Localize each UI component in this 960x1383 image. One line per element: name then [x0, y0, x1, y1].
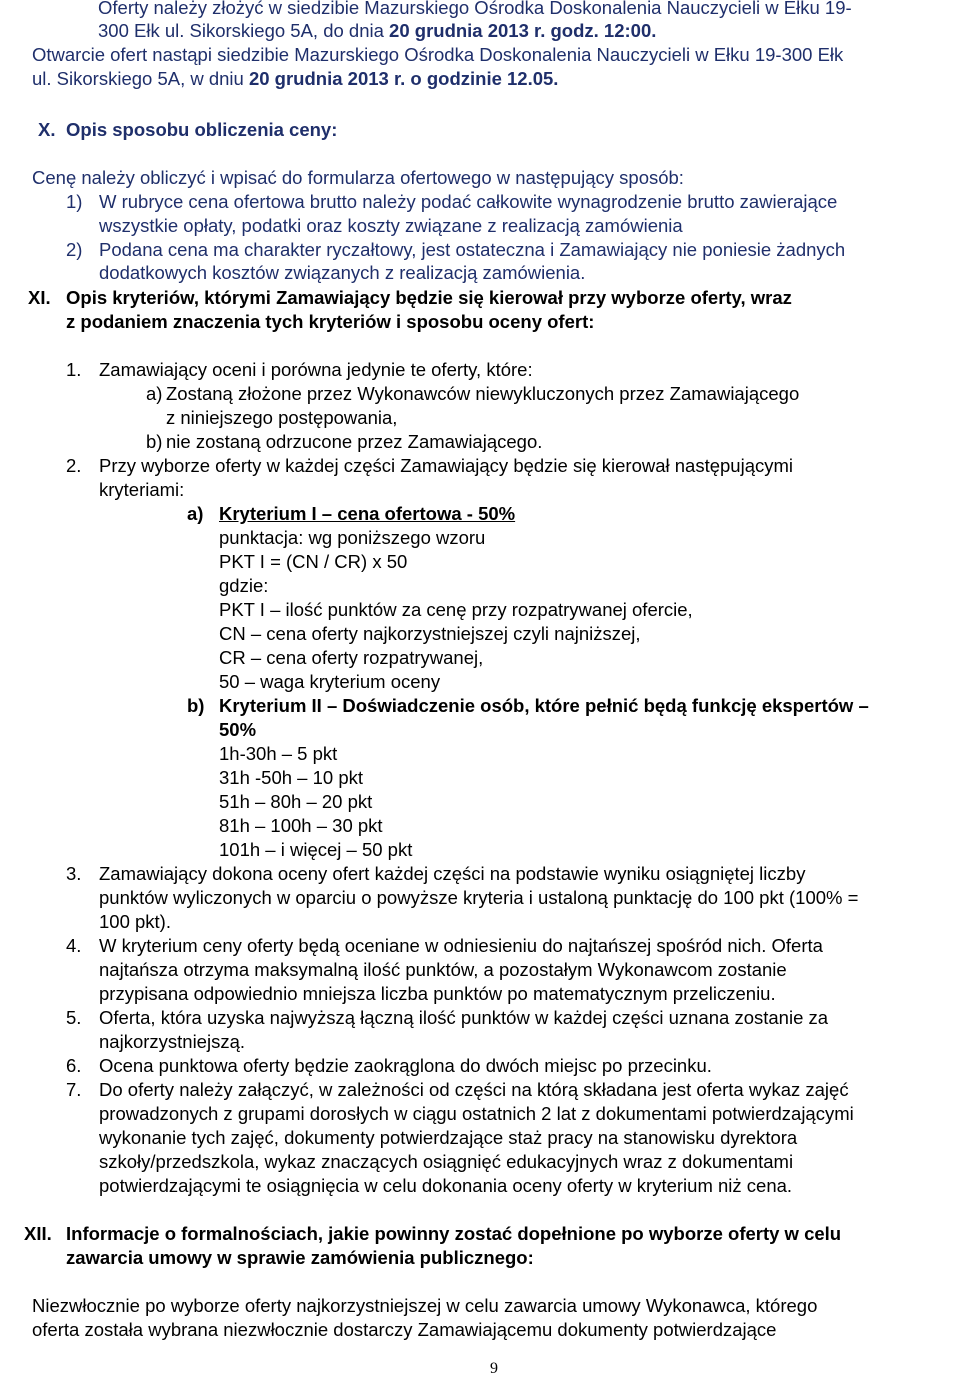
section-x-title: Opis sposobu obliczenia ceny: — [66, 119, 338, 140]
xi-item-6-number: 6. — [66, 1055, 82, 1076]
top-line-3-text: Otwarcie ofert nastąpi siedzibie Mazurskiego Ośrodka Doskonalenia Nauczycieli w Ełku 19-300 Ełk — [32, 44, 844, 65]
criterion-a-line: punktacja: wg poniższego wzoru — [219, 527, 486, 548]
criterion-a-line: CN – cena oferty najkorzystniejszej czyli najniższej, — [219, 623, 641, 644]
top-line-2 — [98, 20, 656, 42]
criterion-b-line: 101h – i więcej – 50 pkt — [219, 839, 413, 860]
xi-item-1b-mark: b) — [146, 431, 163, 452]
criterion-a-line: gdzie: — [219, 575, 269, 596]
top-line-4-text: ul. Sikorskiego 5A, w dniu — [32, 68, 249, 89]
xi-item-1a-mark: a) — [146, 383, 163, 404]
xi-item-5-line-2: najkorzystniejszą. — [99, 1031, 246, 1052]
section-x-p2-number: 2) — [66, 239, 83, 260]
section-xi-number: XI. — [28, 287, 51, 308]
criterion-b-line: 51h – 80h – 20 pkt — [219, 791, 373, 812]
xi-item-1a-line-2: z niniejszego postępowania, — [166, 407, 398, 428]
section-x-p1-line-1: W rubryce cena ofertowa brutto należy podać całkowite wynagrodzenie brutto zawierające — [99, 191, 838, 212]
criterion-a-line: PKT I = (CN / CR) x 50 — [219, 551, 408, 572]
criterion-b-mark: b) — [187, 695, 205, 716]
criterion-a-line: PKT I – ilość punktów za cenę przy rozpatrywanej ofercie, — [219, 599, 693, 620]
section-x-p2-line-2: dodatkowych kosztów związanych z realizacją zamówienia. — [99, 262, 586, 283]
criterion-a-mark: a) — [187, 503, 204, 524]
xi-item-4-number: 4. — [66, 935, 82, 956]
criterion-a-line: 50 – waga kryterium oceny — [219, 671, 441, 692]
xi-item-7-line-2: prowadzonych z grupami dorosłych w ciągu ostatnich 2 lat z dokumentami potwierdzającymi — [99, 1103, 854, 1124]
section-xii-paragraph-line-2: oferta została wybrana niezwłocznie dostarczy Zamawiającemu dokumenty potwierdzające — [32, 1319, 777, 1340]
xi-item-6-line-1: Ocena punktowa oferty będzie zaokrąglona do dwóch miejsc po przecinku. — [99, 1055, 712, 1076]
xi-item-1b-text: nie zostaną odrzucone przez Zamawiającego. — [166, 431, 543, 452]
xi-item-4-line-2: najtańsza otrzyma maksymalną ilość punktów, a pozostałym Wykonawcom zostanie — [99, 959, 787, 980]
deadline-date: 20 grudnia 2013 r. godz. 12:00. — [389, 20, 657, 41]
xi-item-7-number: 7. — [66, 1079, 82, 1100]
top-line-1-text: Oferty należy złożyć w siedzibie Mazurskiego Ośrodka Doskonalenia Nauczycieli w Ełku 19- — [98, 0, 852, 18]
xi-item-1a-line-1: Zostaną złożone przez Wykonawców niewykluczonych przez Zamawiającego — [166, 383, 800, 404]
criterion-a-line: CR – cena oferty rozpatrywanej, — [219, 647, 484, 668]
xi-item-3-line-1: Zamawiający dokona oceny ofert każdej części na podstawie wyniku osiągniętej liczby — [99, 863, 806, 884]
xi-item-1-text: Zamawiający oceni i porówna jedynie te oferty, które: — [99, 359, 533, 380]
xi-item-3-number: 3. — [66, 863, 82, 884]
section-xi-title-line-1: Opis kryteriów, którymi Zamawiający będzie się kierował przy wyborze oferty, wraz — [66, 287, 792, 308]
xi-item-3-line-3: 100 pkt). — [99, 911, 171, 932]
xi-item-3-line-2: punktów wyliczonych w oparciu o powyższe kryteria i ustaloną punktację do 100 pkt (100% = — [99, 887, 859, 908]
xi-item-5-number: 5. — [66, 1007, 82, 1028]
xi-item-7-line-4: szkoły/przedszkola, wykaz znaczących osiągnięć edukacyjnych wraz z dokumentami — [99, 1151, 794, 1172]
section-x-intro: Cenę należy obliczyć i wpisać do formularza ofertowego w następujący sposób: — [32, 167, 684, 188]
section-xii-title-line-2: zawarcia umowy w sprawie zamówienia publicznego: — [66, 1247, 534, 1268]
section-x-p1-number: 1) — [66, 191, 83, 212]
criterion-b-title-line-1: Kryterium II – Doświadczenie osób, które pełnić będą funkcję ekspertów – — [219, 695, 869, 716]
top-line-2-text: 300 Ełk ul. Sikorskiego 5A, do dnia — [98, 20, 390, 41]
xi-item-5-line-1: Oferta, która uzyska najwyższą łączną ilość punktów w każdej części uznana zostanie za — [99, 1007, 829, 1028]
xi-item-7-line-3: wykonanie tych zajęć, dokumenty potwierdzające staż pracy na stanowisku dyrektora — [99, 1127, 798, 1148]
xi-item-4-line-1: W kryterium ceny oferty będą oceniane w odniesieniu do najtańszej spośród nich. Oferta — [99, 935, 823, 956]
section-xii-paragraph-line-1: Niezwłocznie po wyborze oferty najkorzystniejszej w celu zawarcia umowy Wykonawca, którego — [32, 1295, 818, 1316]
criterion-a-title: Kryterium I – cena ofertowa - 50% — [219, 503, 516, 524]
section-xii-title-line-1: Informacje o formalnościach, jakie powinny zostać dopełnione po wyborze oferty w celu — [66, 1223, 842, 1244]
section-xii-number: XII. — [24, 1223, 52, 1244]
section-x-number: X. — [38, 119, 56, 140]
section-x-p2-line-1: Podana cena ma charakter ryczałtowy, jest ostateczna i Zamawiający nie poniesie żadnych — [99, 239, 846, 260]
xi-item-2-line-1: Przy wyborze oferty w każdej części Zamawiający będzie się kierował następującymi — [99, 455, 794, 476]
top-line-4 — [32, 68, 558, 90]
section-xi-title-line-2: z podaniem znaczenia tych kryteriów i sposobu oceny ofert: — [66, 311, 595, 332]
xi-item-2-number: 2. — [66, 455, 82, 476]
xi-item-7-line-5: potwierdzającymi te osiągnięcia w celu dokonania oceny oferty w kryterium niż cena. — [99, 1175, 793, 1196]
criterion-b-line: 31h -50h – 10 pkt — [219, 767, 363, 788]
criterion-b-line: 81h – 100h – 30 pkt — [219, 815, 383, 836]
criterion-b-line: 1h-30h – 5 pkt — [219, 743, 338, 764]
opening-date: 20 grudnia 2013 r. o godzinie 12.05. — [248, 68, 559, 89]
xi-item-2-line-2: kryteriami: — [99, 479, 185, 500]
criterion-b-title-line-2: 50% — [219, 719, 257, 740]
section-x-p1-line-2: wszystkie opłaty, podatki oraz koszty związane z realizacją zamówienia — [99, 215, 683, 236]
top-line-1 — [98, 0, 852, 19]
xi-item-4-line-3: przypisana odpowiednio mniejsza liczba punktów po matematycznym przeliczeniu. — [99, 983, 776, 1004]
page-number: 9 — [490, 1360, 498, 1377]
top-line-3 — [32, 44, 843, 66]
xi-item-7-line-1: Do oferty należy załączyć, w zależności od części na którą składana jest oferta wykaz zajęć — [99, 1079, 849, 1100]
xi-item-1-number: 1. — [66, 359, 82, 380]
